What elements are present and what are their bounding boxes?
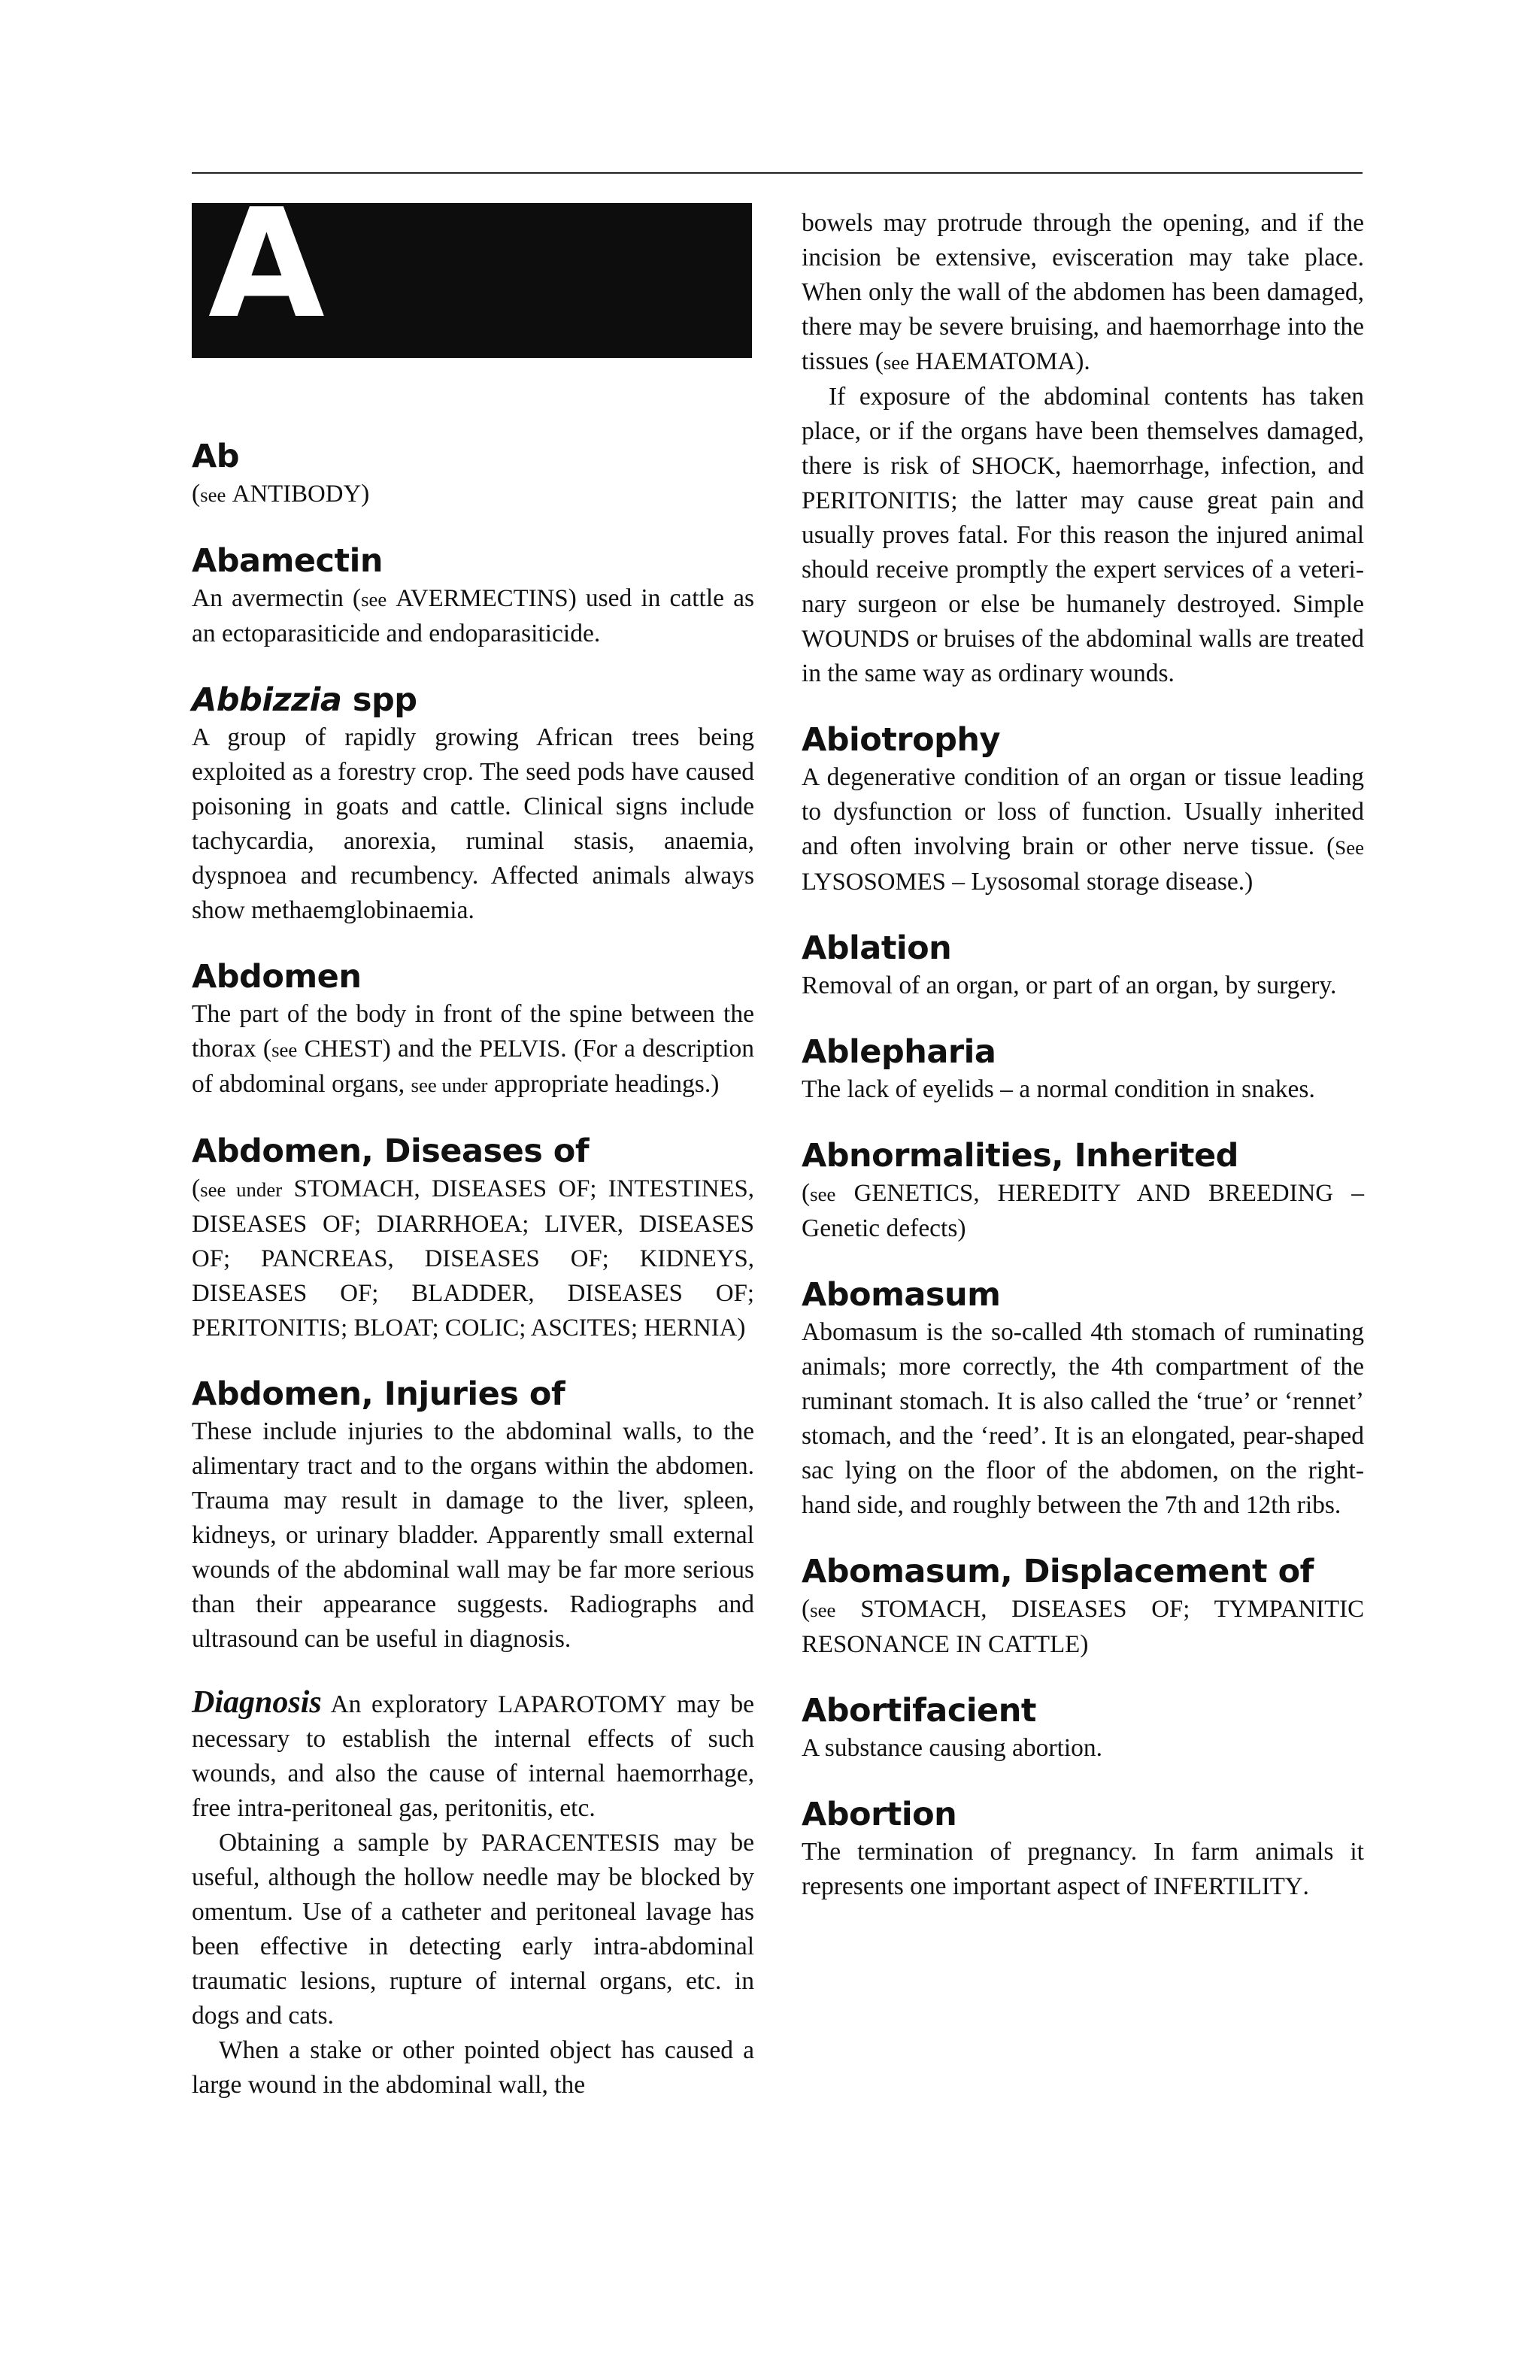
- entry-body: These include injuries to the abdominal walls, to the alimentary tract and to the organs within the abdomen. Trauma may result in damage to the liver, spleen, kidneys, or urinary bladder. Apparently small external wounds of the abdominal wall may be far more serious than their appearance suggests. Radiographs and ultrasound can be useful in diagnosis.: [192, 1417, 754, 1653]
- entry-title: Abbizzia spp: [192, 681, 417, 719]
- entry-title: Abnormalities, Inherited: [802, 1137, 1238, 1175]
- entry-body: Removal of an organ, or part of an organ, by surgery.: [802, 972, 1337, 999]
- cross-ref[interactable]: WOUNDS: [802, 626, 911, 653]
- cross-ref[interactable]: PARACENTESIS: [481, 1830, 660, 1857]
- cross-ref[interactable]: HAEMATOMA: [915, 348, 1076, 375]
- entry-body: Abomasum is the so-called 4th stomach of ruminating animals; more correctly, the 4th compartment of the ruminant stomach. It is also called the ‘true’ or ‘rennet’ stomach, and the ‘reed’. It is an elongated, pear-shaped sac lying on the floor of the abdomen, on the right-hand side, and roughly between the 7th and 12th ribs.: [802, 1318, 1364, 1519]
- entry-body: Obtaining a sample by PARACENTESIS may be useful, although the hollow needle may be blocked by omentum. Use of a catheter and peritoneal lavage has been effective in detecting early intra-abdominal traumatic lesions, rupture of internal organs, etc. in dogs and cats.: [192, 1829, 755, 2030]
- entry-body: Diagnosis An exploratory LAPAROTOMY may be necessary to establish the internal effects of such wounds, and also the cause of internal haemorrhage, free intra-peritoneal gas, peritonitis, etc.: [192, 1685, 754, 1822]
- entry-title: Abiotrophy: [802, 721, 1001, 759]
- entry-title: Abomasum: [802, 1276, 1001, 1314]
- entry-body: A group of rapidly growing African trees being exploited as a forestry crop. The seed pods have caused poisoning in goats and cattle. Clinical signs include tachycardia, anorexia, ruminal stasis, anaemia, dyspnoea and recumbency. Affected animals always show methaemglobinaemia.: [192, 723, 754, 924]
- entry-abomasum-displacement: [802, 1551, 1364, 1662]
- top-rule: [192, 172, 1363, 174]
- entry-body: If exposure of the abdominal contents has taken place, or if the organs have been themselves damaged, there is risk of SHOCK, haemorrhage, infection, and PERITONITIS; the latter may cause great pain and usually proves fatal. For this reason the injured animal should receive promptly the expert services of a veterinary surgeon or else be humanely destroyed. Simple WOUNDS or bruises of the abdominal walls are treated in the same way as ordinary wounds.: [802, 383, 1364, 687]
- entry-abdomen-diseases: [192, 1131, 754, 1345]
- entry-abnormalities: [802, 1135, 1364, 1246]
- entry-abbizzia: [192, 680, 754, 928]
- cross-ref[interactable]: LAPAROTOMY: [498, 1691, 667, 1718]
- entry-body: bowels may protrude through the opening, and if the incision be extensive, evisceration may take place. When only the wall of the abdomen has been damaged, there may be severe bruising, and haemorrhage into the tissues (see HAEMATOMA).: [802, 209, 1364, 375]
- entry-body: The part of the body in front of the spine between the thorax (see CHEST) and the PELVIS. (For a description of abdominal organs, see under appropriate headings.): [192, 1000, 754, 1098]
- entry-title: Abortion: [802, 1796, 957, 1833]
- entry-body: A substance causing abortion.: [802, 1734, 1103, 1762]
- entry-ablation: [802, 928, 1364, 1003]
- entry-abortion: [802, 1794, 1364, 1904]
- cross-ref[interactable]: GENETICS, HEREDITY AND BREEDING: [853, 1180, 1333, 1207]
- entry-title: Abortifacient: [802, 1692, 1036, 1730]
- cross-ref[interactable]: INFERTILITY: [1153, 1873, 1303, 1900]
- entry-title: Ablepharia: [802, 1033, 996, 1071]
- subheading: Diagnosis: [192, 1685, 322, 1720]
- entry-body: (see GENETICS, HEREDITY AND BREEDING – Genetic defects): [802, 1179, 1365, 1242]
- entry-abomasum: [802, 1275, 1364, 1523]
- entry-body: A degenerative condition of an organ or tissue leading to dysfunction or loss of function. Usually inherited and often involving brain or other nerve tissue. (See LYSOSOMES – Lysosomal storage disease.): [802, 763, 1364, 896]
- entry-body: The termination of pregnancy. In farm animals it represents one important aspect of INFERTILITY.: [802, 1838, 1364, 1900]
- entry-body: When a stake or other pointed object has caused a large wound in the abdominal wall, the: [192, 2036, 754, 2099]
- cross-ref[interactable]: PELVIS: [479, 1035, 561, 1063]
- cross-ref[interactable]: STOMACH, DISEASES OF; INTESTINES, DISEASES OF; DIARRHOEA; LIVER, DISEASES OF; PANCREAS, DISEASES OF; KIDNEYS, DISEASES OF; BLADDER, DISEASES OF; PERITONITIS; BLOAT; COLIC; ASCITES; HERNIA: [192, 1175, 755, 1342]
- left-column: [192, 436, 754, 2103]
- section-letter-block: [192, 177, 752, 358]
- entry-title: Ablation: [802, 929, 952, 967]
- entry-abortifacient: [802, 1690, 1364, 1766]
- entry-title: Abomasum, Displacement of: [802, 1553, 1314, 1590]
- entry-body: (see STOMACH, DISEASES OF; TYMPANITIC RESONANCE IN CATTLE): [802, 1595, 1364, 1658]
- cross-ref[interactable]: ANTIBODY: [232, 481, 362, 508]
- cross-ref[interactable]: AVERMECTINS: [396, 585, 568, 612]
- entry-body: The lack of eyelids – a normal condition in snakes.: [802, 1075, 1315, 1103]
- entry-title: Abamectin: [192, 542, 383, 580]
- entry-title: Abdomen: [192, 958, 362, 996]
- cross-ref[interactable]: STOMACH, DISEASES OF; TYMPANITIC RESONANCE IN CATTLE: [802, 1596, 1364, 1658]
- entry-body: (see under STOMACH, DISEASES OF; INTESTINES, DISEASES OF; DIARRHOEA; LIVER, DISEASES OF; PANCREAS, DISEASES OF; KIDNEYS, DISEASES OF; BLADDER, DISEASES OF; PERITONITIS; BLOAT; COLIC; ASCITES; HERNIA): [192, 1175, 755, 1342]
- entry-body: (see ANTIBODY): [192, 480, 370, 508]
- entry-ab: [192, 436, 754, 512]
- entry-abdomen: [192, 957, 754, 1102]
- entry-abiotrophy: [802, 720, 1364, 899]
- cross-ref[interactable]: SHOCK: [971, 453, 1055, 480]
- entry-body: An avermectin (see AVERMECTINS) used in cattle as an ectoparasiticide and endoparasiticide.: [192, 584, 755, 647]
- entry-title: Abdomen, Injuries of: [192, 1375, 565, 1413]
- cross-ref[interactable]: PERITONITIS: [802, 487, 951, 514]
- entry-title: Abdomen, Diseases of: [192, 1132, 590, 1170]
- entry-title: Ab: [192, 438, 240, 475]
- entry-ablepharia: [802, 1032, 1364, 1107]
- cross-ref[interactable]: LYSOSOMES: [802, 869, 946, 896]
- right-column: [802, 206, 1364, 1904]
- entry-abamectin: [192, 541, 754, 651]
- entry-abdomen-injuries: [192, 1374, 754, 2103]
- cross-ref[interactable]: CHEST: [304, 1035, 383, 1063]
- section-letter: A: [208, 177, 325, 352]
